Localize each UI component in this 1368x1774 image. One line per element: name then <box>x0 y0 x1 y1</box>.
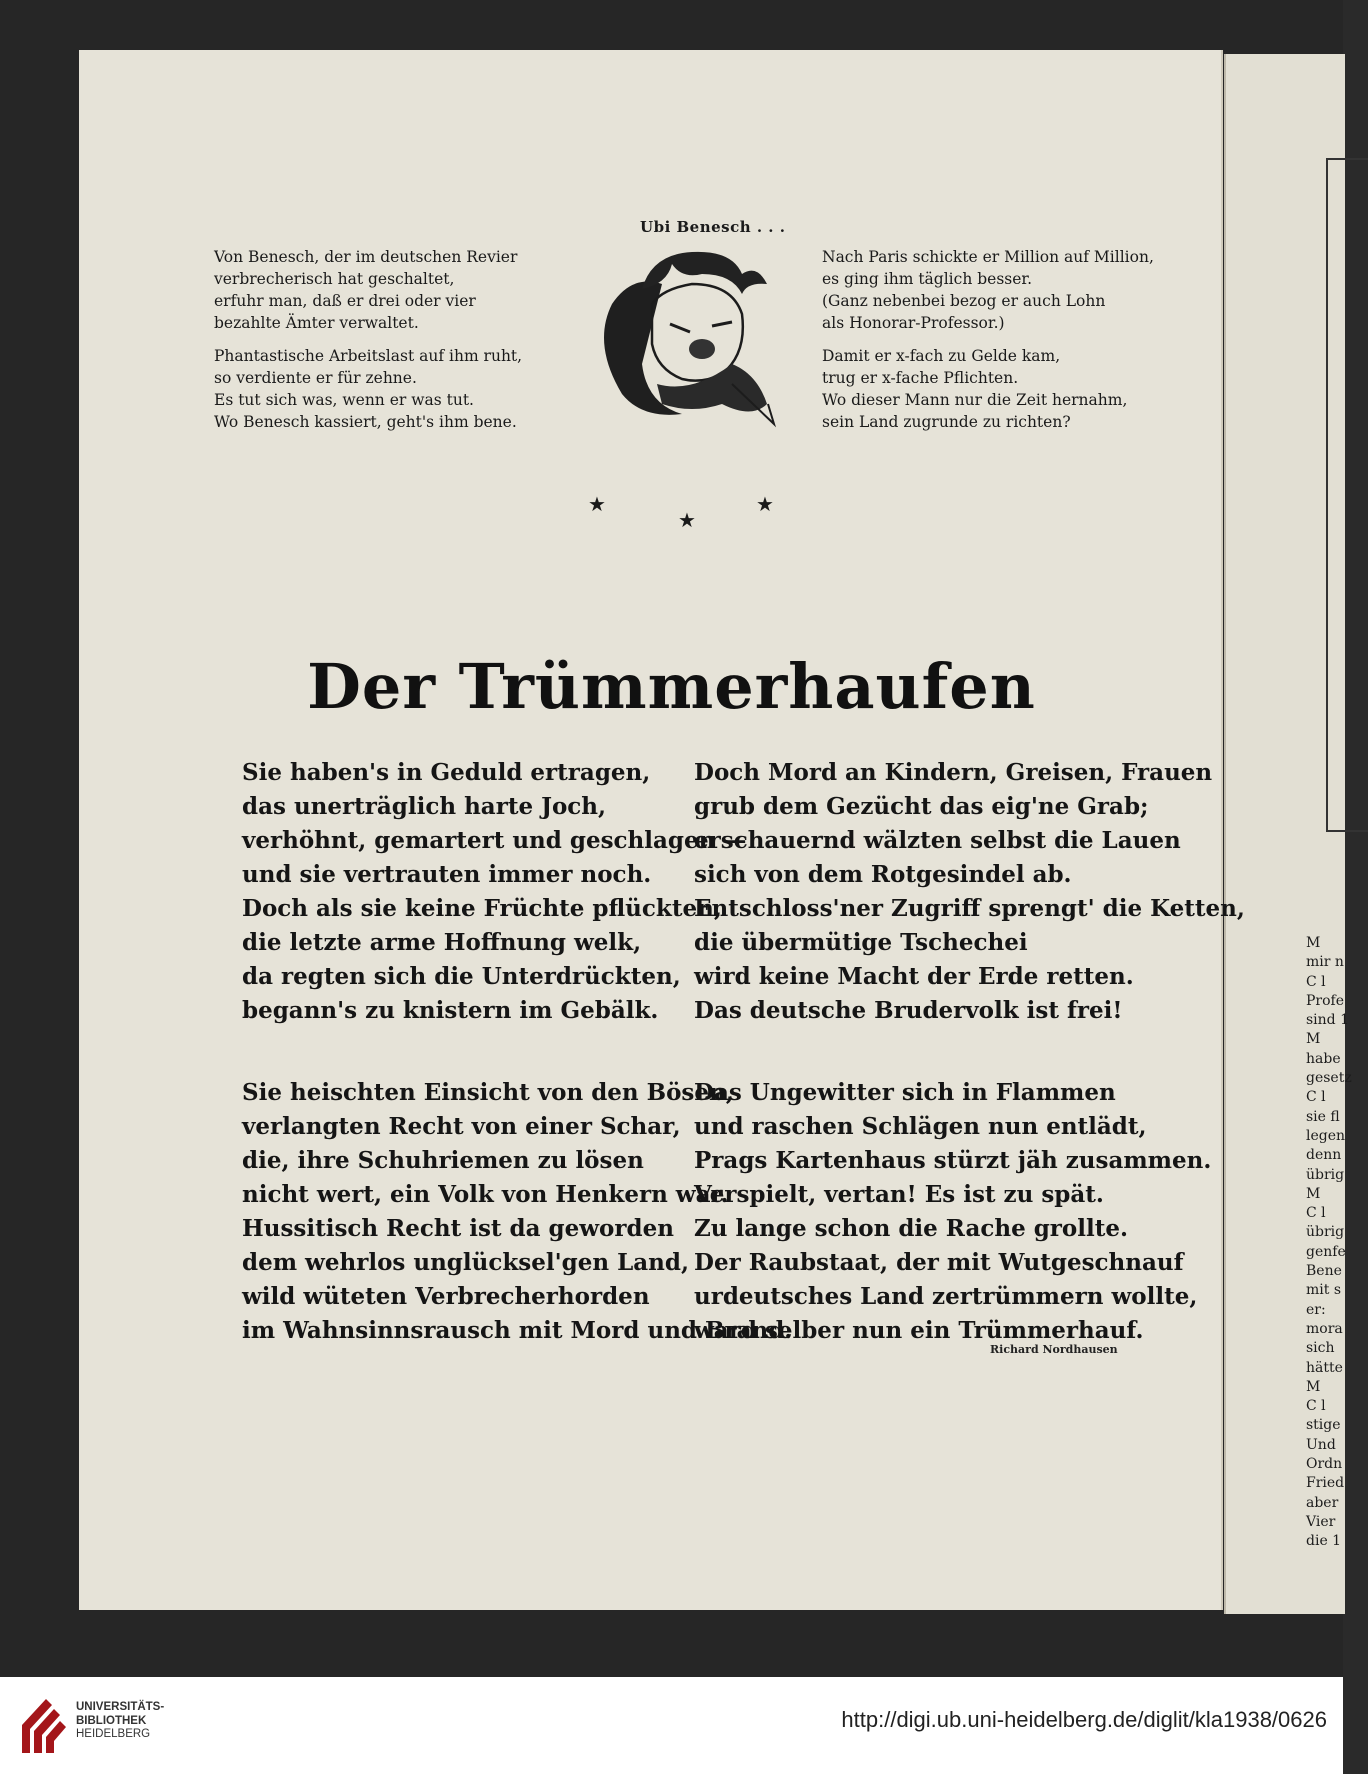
adjacent-text-fragment: C l <box>1306 1089 1326 1106</box>
verse-line: Zu lange schon die Rache grollte. <box>694 1215 1129 1242</box>
adjacent-text-fragment: Profe <box>1306 992 1345 1009</box>
university-library-logo-icon[interactable] <box>16 1691 68 1755</box>
library-name-line: UNIVERSITÄTS- <box>76 1701 165 1713</box>
verse-line: Wo dieser Mann nur die Zeit hernahm, <box>822 391 1128 409</box>
adjacent-text-fragment: M <box>1306 1185 1321 1202</box>
adjacent-text-fragments <box>1306 934 1352 1552</box>
verse-line: und sie vertrauten immer noch. <box>242 861 652 888</box>
adjacent-text-fragment: genfe <box>1306 1243 1346 1260</box>
verse-line: dem wehrlos unglücksel'gen Land, <box>242 1249 689 1276</box>
adjacent-text-fragment: C l <box>1306 1398 1326 1415</box>
adjacent-text-fragment: Und <box>1306 1436 1336 1453</box>
verse-line: da regten sich die Unterdrückten, <box>242 963 681 990</box>
verse-line: bezahlte Ämter verwaltet. <box>214 314 419 332</box>
adjacent-text-fragment: Fried <box>1306 1475 1345 1492</box>
verse-line: Verspielt, vertan! Es ist zu spät. <box>694 1181 1104 1208</box>
verse-line: trug er x-fache Pflichten. <box>822 369 1019 387</box>
verse-line: Nach Paris schickte er Million auf Million, <box>822 248 1154 266</box>
poem-title: Der Trümmerhaufen <box>307 650 1036 723</box>
verse-line: als Honorar-Professor.) <box>822 314 1005 332</box>
verse-line: sein Land zugrunde zu richten? <box>822 413 1071 431</box>
verse-line: (Ganz nebenbei bezog er auch Lohn <box>822 292 1106 310</box>
verse-line: nicht wert, ein Volk von Henkern war. <box>242 1181 729 1208</box>
verse-line: verhöhnt, gemartert und geschlagen — <box>242 827 747 854</box>
adjacent-text-fragment: hätte <box>1306 1359 1343 1376</box>
verse-line: urdeutsches Land zertrümmern wollte, <box>694 1283 1198 1310</box>
verse-line: verlangten Recht von einer Schar, <box>242 1113 681 1140</box>
adjacent-text-fragment: habe <box>1306 1050 1341 1067</box>
adjacent-text-fragment: sie fl <box>1306 1108 1340 1125</box>
verse-line: das unerträglich harte Joch, <box>242 793 607 820</box>
document-url-link[interactable]: http://digi.ub.uni-heidelberg.de/diglit/kla1938/0626 <box>841 1707 1327 1732</box>
verse-line: Sie heischten Einsicht von den Bösen, <box>242 1079 734 1106</box>
poem-right-column <box>694 756 1245 1348</box>
adjacent-text-fragment: M <box>1306 1378 1321 1395</box>
verse-line: Wo Benesch kassiert, geht's ihm bene. <box>214 413 517 431</box>
library-name-line: HEIDELBERG <box>76 1728 151 1740</box>
viewer-footer <box>0 1677 1343 1774</box>
verse-line: verbrecherisch hat geschaltet, <box>214 270 455 288</box>
verse-line: es ging ihm täglich besser. <box>822 270 1033 288</box>
verse-line: wild wüteten Verbrecherhorden <box>242 1283 650 1310</box>
verse-line: grub dem Gezücht das eig'ne Grab; <box>694 793 1149 820</box>
adjacent-text-fragment: sind 1 <box>1306 1012 1349 1029</box>
verse-line: so verdiente er für zehne. <box>214 369 417 387</box>
intro-left-column <box>214 246 522 433</box>
verse-line: im Wahnsinnsrausch mit Mord und Brand. <box>242 1317 793 1344</box>
verse-line: erschauernd wälzten selbst die Lauen <box>694 827 1181 854</box>
verse-line: und raschen Schlägen nun entlädt, <box>694 1113 1147 1140</box>
verse-line: sich von dem Rotgesindel ab. <box>694 861 1072 888</box>
adjacent-text-fragment: C l <box>1306 1205 1326 1222</box>
adjacent-text-fragment: Vier <box>1306 1513 1336 1530</box>
verse-line: Phantastische Arbeitslast auf ihm ruht, <box>214 347 523 365</box>
library-name <box>76 1701 164 1742</box>
verse-line: die letzte arme Hoffnung welk, <box>242 929 642 956</box>
verse-line: begann's zu knistern im Gebälk. <box>242 997 659 1024</box>
adjacent-text-fragment: er: <box>1306 1301 1326 1318</box>
adjacent-text-fragment: denn <box>1306 1147 1342 1164</box>
caricature-illustration <box>582 244 782 430</box>
separator-star: ★ <box>756 492 774 516</box>
verse-line: Das Ungewitter sich in Flammen <box>694 1079 1116 1106</box>
verse-line: wird keine Macht der Erde retten. <box>694 963 1134 990</box>
verse-line: Damit er x-fach zu Gelde kam, <box>822 347 1061 365</box>
adjacent-illustration-frame <box>1326 158 1368 832</box>
verse-line: Hussitisch Recht ist da geworden <box>242 1215 674 1242</box>
verse-line: die übermütige Tschechei <box>694 929 1028 956</box>
adjacent-text-fragment: übrig <box>1306 1166 1345 1183</box>
adjacent-text-fragment: sich <box>1306 1340 1335 1357</box>
adjacent-text-fragment: gesetz <box>1306 1070 1352 1087</box>
verse-line: Prags Kartenhaus stürzt jäh zusammen. <box>694 1147 1212 1174</box>
adjacent-text-fragment: stige <box>1306 1417 1341 1434</box>
library-name-line: BIBLIOTHEK <box>76 1714 147 1727</box>
adjacent-text-fragment: mir n <box>1306 954 1344 971</box>
poem-author: Richard Nordhausen <box>990 1343 1118 1356</box>
adjacent-text-fragment: aber <box>1306 1494 1339 1511</box>
separator-star: ★ <box>678 508 696 532</box>
verse-line: Es tut sich was, wenn er was tut. <box>214 391 474 409</box>
verse-line: die, ihre Schuhriemen zu lösen <box>242 1147 644 1174</box>
adjacent-text-fragment: C l <box>1306 973 1326 990</box>
verse-line: Entschloss'ner Zugriff sprengt' die Ketten, <box>694 895 1245 922</box>
adjacent-text-fragment: die 1 <box>1306 1533 1342 1550</box>
adjacent-text-fragment: M <box>1306 1031 1321 1048</box>
adjacent-text-fragment: legen <box>1306 1127 1346 1144</box>
verse-line: Von Benesch, der im deutschen Revier <box>214 248 518 266</box>
adjacent-text-fragment: Bene <box>1306 1263 1342 1280</box>
verse-line: Der Raubstaat, der mit Wutgeschnauf <box>694 1249 1184 1276</box>
adjacent-text-fragment: M <box>1306 935 1321 951</box>
verse-line: Doch als sie keine Früchte pflückten, <box>242 895 722 922</box>
verse-line: Das deutsche Brudervolk ist frei! <box>694 997 1123 1024</box>
adjacent-text-fragment: übrig <box>1306 1224 1345 1241</box>
verse-line: erfuhr man, daß er drei oder vier <box>214 292 476 310</box>
verse-line: Doch Mord an Kindern, Greisen, Frauen <box>694 759 1213 786</box>
adjacent-text-fragment: Ordn <box>1306 1456 1343 1473</box>
adjacent-text-fragment: mit s <box>1306 1282 1342 1299</box>
verse-line: ward selber nun ein Trümmerhauf. <box>694 1317 1144 1344</box>
verse-line: Sie haben's in Geduld ertragen, <box>242 759 651 786</box>
adjacent-text-fragment: mora <box>1306 1320 1343 1337</box>
intro-title: Ubi Benesch . . . <box>640 218 786 236</box>
separator-star: ★ <box>588 492 606 516</box>
intro-right-column <box>822 246 1154 433</box>
